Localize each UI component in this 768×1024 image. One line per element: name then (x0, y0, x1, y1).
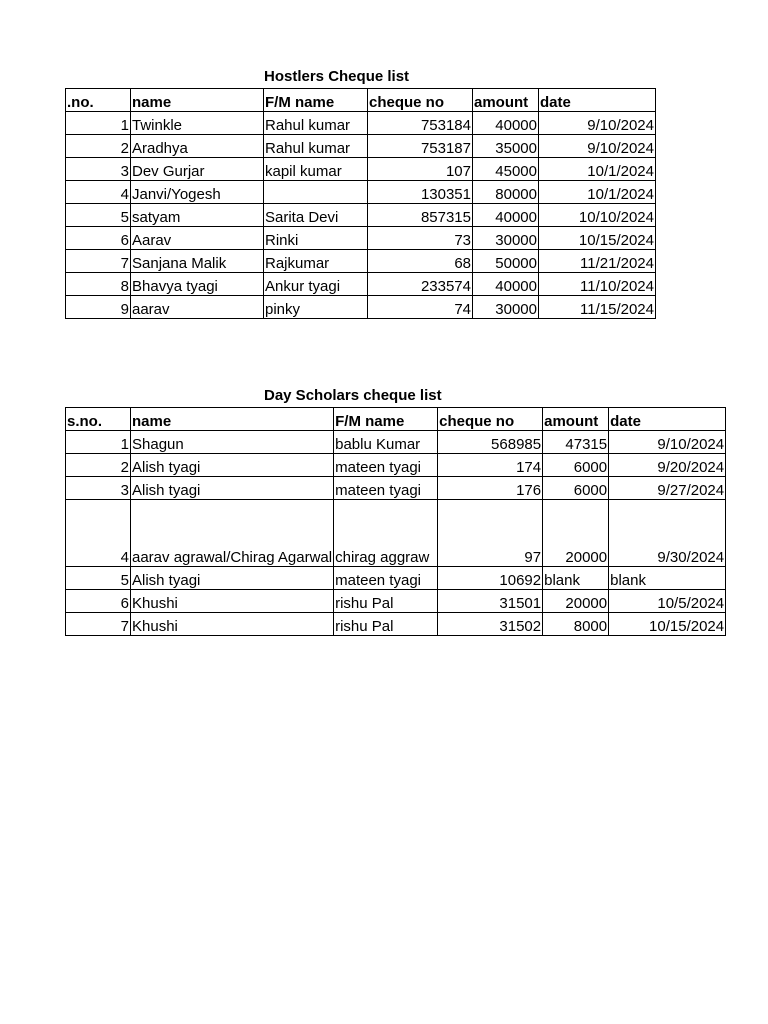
table-cell[interactable]: 10692 (438, 567, 543, 590)
table-cell[interactable]: rishu Pal (334, 613, 438, 636)
column-header[interactable]: name (131, 89, 264, 112)
table-cell[interactable]: 4 (66, 181, 131, 204)
table-cell[interactable]: 10/15/2024 (539, 227, 656, 250)
table-cell[interactable]: Rahul kumar (264, 112, 368, 135)
table-cell[interactable]: 1 (66, 112, 131, 135)
table-cell[interactable]: 8 (66, 273, 131, 296)
column-header[interactable]: cheque no (368, 89, 473, 112)
table-cell[interactable]: 233574 (368, 273, 473, 296)
table-cell[interactable]: aarav (131, 296, 264, 319)
table-cell[interactable]: 3 (66, 158, 131, 181)
table-cell[interactable]: 6 (66, 590, 131, 613)
table-row (66, 296, 656, 319)
table-cell[interactable]: 568985 (438, 431, 543, 454)
column-header[interactable]: date (609, 408, 726, 431)
hostlers-table-body (66, 89, 656, 319)
table-cell[interactable]: Janvi/Yogesh (131, 181, 264, 204)
table-cell[interactable]: 10/1/2024 (539, 181, 656, 204)
table-cell[interactable]: 50000 (473, 250, 539, 273)
table-cell[interactable]: 11/21/2024 (539, 250, 656, 273)
column-header[interactable]: F/M name (264, 89, 368, 112)
table-cell[interactable]: kapil kumar (264, 158, 368, 181)
table-cell[interactable]: bablu Kumar (334, 431, 438, 454)
table-cell[interactable]: 11/15/2024 (539, 296, 656, 319)
header-row (66, 408, 726, 431)
table-cell[interactable]: Dev Gurjar (131, 158, 264, 181)
table-cell[interactable]: 40000 (473, 204, 539, 227)
day-scholars-table-body (66, 408, 726, 636)
table-row (66, 613, 726, 636)
table-cell[interactable]: 11/10/2024 (539, 273, 656, 296)
table-cell[interactable]: 9/30/2024 (609, 500, 726, 567)
table-row (66, 431, 726, 454)
column-header[interactable]: name (131, 408, 334, 431)
table-cell[interactable]: blank (609, 567, 726, 590)
table-cell[interactable]: 3 (66, 477, 131, 500)
table-cell[interactable]: 753187 (368, 135, 473, 158)
table-cell[interactable]: 1 (66, 431, 131, 454)
table-cell[interactable]: 30000 (473, 296, 539, 319)
table-cell[interactable]: 9 (66, 296, 131, 319)
table-cell[interactable]: 73 (368, 227, 473, 250)
table-cell[interactable]: 107 (368, 158, 473, 181)
day-scholars-table (65, 407, 726, 636)
table-cell[interactable]: blank (543, 567, 609, 590)
table-row (66, 227, 656, 250)
table-cell[interactable]: Aarav (131, 227, 264, 250)
table-cell[interactable]: Khushi (131, 613, 334, 636)
table-cell[interactable]: Rajkumar (264, 250, 368, 273)
table-cell[interactable]: 10/10/2024 (539, 204, 656, 227)
table-cell[interactable]: 4 (66, 500, 131, 567)
table-row (66, 250, 656, 273)
table-cell[interactable]: 20000 (543, 500, 609, 567)
table-row (66, 454, 726, 477)
table-cell[interactable]: 10/15/2024 (609, 613, 726, 636)
day-scholars-title: Day Scholars cheque list (264, 387, 442, 404)
table-row (66, 112, 656, 135)
table-cell[interactable]: 857315 (368, 204, 473, 227)
table-cell[interactable]: chirag aggraw (334, 500, 438, 567)
table-cell[interactable]: Sanjana Malik (131, 250, 264, 273)
table-row (66, 500, 726, 567)
table-cell[interactable]: 74 (368, 296, 473, 319)
table-row (66, 273, 656, 296)
table-cell[interactable]: mateen tyagi (334, 477, 438, 500)
table-cell[interactable]: 6000 (543, 477, 609, 500)
table-cell[interactable]: Rahul kumar (264, 135, 368, 158)
table-cell[interactable]: Twinkle (131, 112, 264, 135)
table-cell[interactable]: 40000 (473, 112, 539, 135)
table-row (66, 567, 726, 590)
table-cell[interactable]: 45000 (473, 158, 539, 181)
table-cell[interactable]: Khushi (131, 590, 334, 613)
table-cell[interactable]: mateen tyagi (334, 567, 438, 590)
table-cell[interactable]: 20000 (543, 590, 609, 613)
table-cell[interactable]: 31502 (438, 613, 543, 636)
table-cell[interactable]: 5 (66, 567, 131, 590)
hostlers-table (65, 88, 656, 319)
column-header[interactable]: cheque no (438, 408, 543, 431)
table-cell[interactable]: 9/10/2024 (539, 112, 656, 135)
table-row (66, 158, 656, 181)
table-cell[interactable]: 30000 (473, 227, 539, 250)
table-cell[interactable]: Shagun (131, 431, 334, 454)
hostlers-title: Hostlers Cheque list (264, 68, 410, 85)
table-cell[interactable]: Rinki (264, 227, 368, 250)
table-cell[interactable]: 47315 (543, 431, 609, 454)
table-cell[interactable]: 97 (438, 500, 543, 567)
table-row (66, 181, 656, 204)
table-cell[interactable]: 9/20/2024 (609, 454, 726, 477)
column-header[interactable]: s.no. (66, 408, 131, 431)
header-row (66, 89, 656, 112)
table-cell[interactable]: Bhavya tyagi (131, 273, 264, 296)
table-cell[interactable]: Aradhya (131, 135, 264, 158)
column-header[interactable]: amount (473, 89, 539, 112)
table-cell[interactable]: satyam (131, 204, 264, 227)
table-cell[interactable]: 10/1/2024 (539, 158, 656, 181)
table-cell[interactable]: 35000 (473, 135, 539, 158)
table-cell[interactable]: Alish tyagi (131, 454, 334, 477)
table-cell[interactable]: 9/27/2024 (609, 477, 726, 500)
table-cell[interactable]: Sarita Devi (264, 204, 368, 227)
table-cell[interactable]: 176 (438, 477, 543, 500)
table-row (66, 135, 656, 158)
table-cell[interactable]: mateen tyagi (334, 454, 438, 477)
column-header[interactable]: F/M name (334, 408, 438, 431)
table-cell[interactable] (264, 181, 368, 204)
table-row (66, 590, 726, 613)
table-cell[interactable]: 2 (66, 135, 131, 158)
table-cell[interactable]: pinky (264, 296, 368, 319)
table-cell[interactable]: 80000 (473, 181, 539, 204)
table-cell[interactable]: 9/10/2024 (609, 431, 726, 454)
table-cell[interactable]: 174 (438, 454, 543, 477)
column-header[interactable]: .no. (66, 89, 131, 112)
table-row (66, 204, 656, 227)
table-cell[interactable]: Alish tyagi (131, 567, 334, 590)
table-row (66, 477, 726, 500)
table-cell[interactable]: 6 (66, 227, 131, 250)
table-cell[interactable]: aarav agrawal/Chirag Agarwal (131, 500, 334, 567)
table-cell[interactable]: 9/10/2024 (539, 135, 656, 158)
table-cell[interactable]: 130351 (368, 181, 473, 204)
table-cell[interactable]: Ankur tyagi (264, 273, 368, 296)
column-header[interactable]: amount (543, 408, 609, 431)
table-cell[interactable]: 31501 (438, 590, 543, 613)
table-cell[interactable]: 7 (66, 250, 131, 273)
table-cell[interactable]: 753184 (368, 112, 473, 135)
table-cell[interactable]: 2 (66, 454, 131, 477)
table-cell[interactable]: rishu Pal (334, 590, 438, 613)
table-cell[interactable]: 5 (66, 204, 131, 227)
table-cell[interactable]: 7 (66, 613, 131, 636)
table-cell[interactable]: Alish tyagi (131, 477, 334, 500)
table-cell[interactable]: 10/5/2024 (609, 590, 726, 613)
table-cell[interactable]: 8000 (543, 613, 609, 636)
table-cell[interactable]: 6000 (543, 454, 609, 477)
column-header[interactable]: date (539, 89, 656, 112)
table-cell[interactable]: 40000 (473, 273, 539, 296)
table-cell[interactable]: 68 (368, 250, 473, 273)
